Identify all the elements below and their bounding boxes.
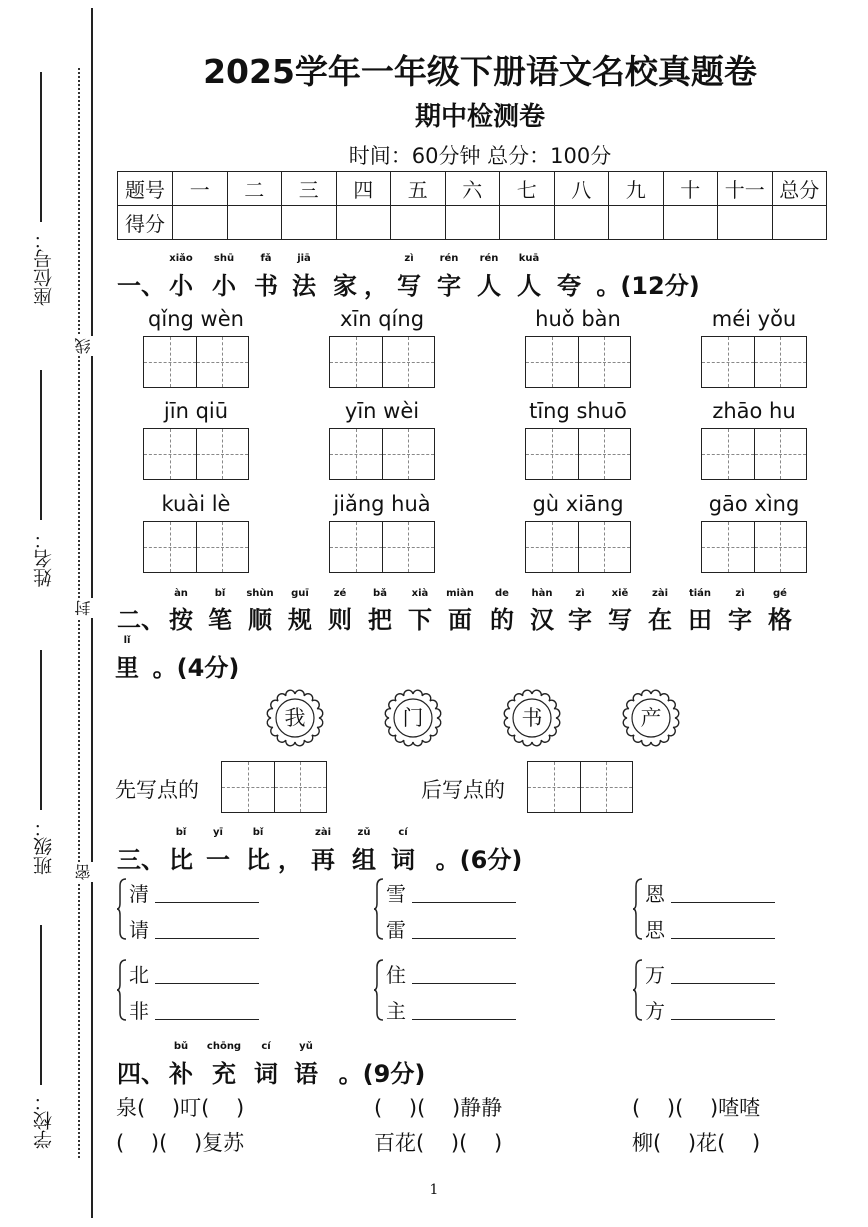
pinyin: bǐ: [252, 827, 264, 838]
pinyin: shùn: [246, 588, 274, 599]
heading-char: 小: [169, 272, 193, 300]
fill-blank-item[interactable]: ( )( )静静: [374, 1096, 503, 1120]
char-pair: [374, 876, 554, 942]
char-pair: [633, 876, 813, 942]
writing-grid[interactable]: [221, 761, 327, 813]
heading-char: 语: [294, 1060, 318, 1088]
score-input-cell[interactable]: [609, 206, 664, 240]
class-label: 班级：: [33, 818, 55, 875]
pinyin: tián: [688, 588, 712, 599]
seat-number-label: 座位号：: [33, 230, 55, 306]
heading-char: 下: [408, 606, 432, 634]
score-input-cell[interactable]: [227, 206, 282, 240]
heading-char: 家: [333, 272, 357, 300]
heading-char: 按: [169, 606, 193, 634]
heading-char: 夸: [557, 272, 581, 300]
writing-grid[interactable]: [329, 428, 435, 480]
pinyin: bǐ: [214, 588, 226, 599]
section-points: 。(9分): [338, 1060, 426, 1088]
brace-icon: [117, 878, 127, 940]
pinyin: jiā: [297, 253, 311, 264]
seat-line: [40, 72, 42, 222]
page-subtitle: 期中检测卷: [414, 102, 545, 132]
pair-char: 方: [645, 999, 665, 1023]
pair-char: 非: [129, 999, 149, 1023]
pinyin: yī: [213, 827, 223, 838]
pinyin: bǔ: [173, 1041, 189, 1052]
school-label: 学校：: [33, 1092, 55, 1149]
pinyin: bǎ: [373, 588, 387, 599]
answer-line[interactable]: [671, 983, 775, 984]
score-value-row: [118, 206, 827, 240]
answer-line[interactable]: [155, 983, 259, 984]
pinyin: miàn: [446, 588, 474, 599]
heading-char: 书: [254, 272, 278, 300]
score-cell: 二: [227, 172, 282, 206]
pinyin: lǐ: [123, 635, 131, 646]
pinyin-word: gāo xìng: [708, 492, 800, 516]
writing-grid[interactable]: [701, 336, 807, 388]
score-input-cell[interactable]: [772, 206, 827, 240]
score-header-row: [118, 172, 827, 206]
score-cell: 十: [663, 172, 718, 206]
page-number: 1: [429, 1182, 439, 1198]
writing-grid[interactable]: [525, 521, 631, 573]
writing-grid[interactable]: [525, 336, 631, 388]
answer-line[interactable]: [412, 983, 516, 984]
writing-grid[interactable]: [525, 428, 631, 480]
writing-grid[interactable]: [143, 521, 249, 573]
fill-blank-item[interactable]: ( )( )喳喳: [632, 1096, 761, 1120]
pinyin: guī: [291, 588, 309, 599]
pinyin: kuā: [518, 253, 540, 264]
exam-meta: 时间：60分钟 总分：100分: [348, 144, 612, 168]
writing-grid[interactable]: [527, 761, 633, 813]
writing-grid[interactable]: [143, 428, 249, 480]
section-points: 。(12分): [596, 272, 700, 300]
writing-grid[interactable]: [329, 336, 435, 388]
heading-char: 在: [648, 606, 672, 634]
name-label: 姓名：: [33, 530, 55, 587]
score-table: [117, 171, 827, 240]
score-input-cell[interactable]: [500, 206, 555, 240]
heading-char: 比: [246, 846, 270, 874]
pair-char: 雪: [386, 882, 406, 906]
pinyin: xiě: [611, 588, 629, 599]
heading-char: 比: [169, 846, 193, 874]
score-input-cell[interactable]: [336, 206, 391, 240]
score-cell: 四: [336, 172, 391, 206]
score-input-cell[interactable]: [391, 206, 446, 240]
heading-char: 充: [212, 1060, 236, 1088]
heading-char: 汉: [530, 606, 554, 634]
pinyin-word: méi yǒu: [711, 307, 797, 331]
pinyin-word: kuài lè: [161, 492, 231, 516]
section-points: 。(6分): [435, 846, 523, 874]
fill-blank-item[interactable]: ( )( )复苏: [116, 1131, 245, 1155]
pair-char: 住: [386, 963, 406, 987]
pinyin: chōng: [206, 1041, 242, 1052]
pinyin-word: yīn wèi: [344, 399, 420, 423]
pinyin: rén: [479, 253, 499, 264]
score-input-cell[interactable]: [173, 206, 228, 240]
answer-line[interactable]: [155, 902, 259, 903]
pinyin: zé: [333, 588, 347, 599]
name-line: [40, 370, 42, 520]
pair-char: 思: [645, 918, 665, 942]
pinyin-word: jiǎng huà: [333, 492, 431, 516]
pair-char: 万: [645, 963, 665, 987]
heading-char: 的: [490, 606, 514, 634]
seal-char-seal: 封: [74, 600, 93, 616]
pinyin: fǎ: [260, 253, 272, 264]
score-row-label: 得分: [118, 206, 173, 240]
char-pair: [633, 957, 813, 1023]
pair-char: 北: [129, 963, 149, 987]
char-pair: [374, 957, 554, 1023]
heading-char: 田: [688, 606, 712, 634]
brace-icon: [633, 959, 643, 1021]
brace-icon: [117, 959, 127, 1021]
section-number: 四、: [117, 1060, 165, 1088]
score-input-cell[interactable]: [554, 206, 609, 240]
flower-char-badge: [266, 689, 324, 747]
pinyin: zì: [404, 253, 414, 264]
pinyin: zì: [735, 588, 745, 599]
pinyin: cí: [261, 1041, 271, 1052]
pinyin: àn: [174, 588, 188, 599]
heading-char: 法: [292, 272, 316, 300]
school-line: [40, 925, 42, 1085]
fill-blank-item[interactable]: 柳( )花( ): [632, 1131, 761, 1155]
pair-char: 清: [129, 882, 149, 906]
pair-char: 请: [129, 918, 149, 942]
heading-char: 补: [169, 1060, 193, 1088]
heading-char: 字: [437, 272, 461, 300]
heading-char: 组: [352, 846, 376, 874]
char-pair: [117, 876, 297, 942]
flower-char: 门: [402, 706, 424, 730]
pinyin: xià: [411, 588, 429, 599]
brace-icon: [374, 959, 384, 1021]
flower-char-badge: [503, 689, 561, 747]
pinyin: yǔ: [299, 1041, 313, 1052]
first-dot-label: 先写点的: [115, 778, 199, 802]
section-number: 三、: [117, 846, 165, 874]
heading-char: 字: [728, 606, 752, 634]
writing-grid[interactable]: [329, 521, 435, 573]
score-input-cell[interactable]: [663, 206, 718, 240]
pinyin-word: qǐng wèn: [148, 307, 244, 331]
heading-char: 小: [212, 272, 236, 300]
answer-line[interactable]: [412, 1019, 516, 1020]
section-points: 。(4分): [152, 654, 240, 682]
answer-line[interactable]: [412, 938, 516, 939]
flower-char: 我: [284, 706, 306, 730]
score-cell: 题号: [118, 172, 173, 206]
writing-grid[interactable]: [143, 336, 249, 388]
score-cell: 七: [500, 172, 555, 206]
pair-char: 主: [386, 999, 406, 1023]
seal-char-line: 线: [74, 338, 93, 354]
pinyin-word: gù xiāng: [532, 492, 624, 516]
heading-char: 格: [768, 606, 792, 634]
fill-blank-item[interactable]: 泉( )叮( ): [116, 1096, 245, 1120]
writing-grid[interactable]: [701, 428, 807, 480]
score-input-cell[interactable]: [445, 206, 500, 240]
pinyin: rén: [439, 253, 459, 264]
flower-char: 产: [640, 706, 662, 730]
answer-line[interactable]: [671, 1019, 775, 1020]
pinyin: cí: [398, 827, 408, 838]
score-cell: 三: [282, 172, 337, 206]
heading-char: 写: [608, 606, 632, 634]
heading-char: 则: [328, 606, 352, 634]
pinyin: de: [495, 588, 509, 599]
score-cell: 六: [445, 172, 500, 206]
page-title: 2025学年一年级下册语文名校真题卷: [203, 52, 757, 91]
last-dot-label: 后写点的: [421, 778, 505, 802]
answer-line[interactable]: [671, 938, 775, 939]
brace-icon: [633, 878, 643, 940]
writing-grid[interactable]: [701, 521, 807, 573]
heading-char: 人: [517, 272, 541, 300]
score-cell: 八: [554, 172, 609, 206]
pair-char: 雷: [386, 918, 406, 942]
flower-char-badge: [622, 689, 680, 747]
score-cell: 十一: [718, 172, 773, 206]
pinyin: gé: [773, 588, 787, 599]
heading-char: 词: [254, 1060, 278, 1088]
heading-char: 再: [311, 846, 335, 874]
score-input-cell[interactable]: [282, 206, 337, 240]
heading-char: 面: [448, 606, 472, 634]
pinyin-word: jīn qiū: [163, 399, 229, 423]
pinyin: hàn: [531, 588, 553, 599]
score-cell: 总分: [772, 172, 827, 206]
heading-char: 字: [568, 606, 592, 634]
pinyin: zì: [575, 588, 585, 599]
pinyin-word: tīng shuō: [529, 399, 627, 423]
answer-line[interactable]: [155, 938, 259, 939]
score-cell: 五: [391, 172, 446, 206]
pinyin-word: zhāo hu: [712, 399, 796, 423]
flower-char-badge: [384, 689, 442, 747]
heading-char: 顺: [248, 606, 272, 634]
fill-blank-item[interactable]: 百花( )( ): [374, 1131, 503, 1155]
heading-char: ，: [364, 272, 388, 300]
section-number: 二、: [117, 606, 165, 634]
seal-char-secret: 密: [74, 864, 93, 880]
score-cell: 一: [173, 172, 228, 206]
answer-line[interactable]: [155, 1019, 259, 1020]
pinyin: xiǎo: [169, 253, 193, 264]
heading-char: 规: [288, 606, 312, 634]
char-pair: [117, 957, 297, 1023]
heading-char: 笔: [208, 606, 232, 634]
heading-char: ，: [278, 846, 302, 874]
answer-line[interactable]: [671, 902, 775, 903]
pinyin-word: xīn qíng: [339, 307, 425, 331]
heading-char: 写: [397, 272, 421, 300]
pair-char: 恩: [645, 882, 665, 906]
class-line: [40, 650, 42, 810]
answer-line[interactable]: [412, 902, 516, 903]
heading-char: 一: [206, 846, 230, 874]
score-cell: 九: [609, 172, 664, 206]
flower-char: 书: [521, 706, 543, 730]
pinyin: zài: [315, 827, 331, 838]
pinyin: zǔ: [357, 827, 371, 838]
score-input-cell[interactable]: [718, 206, 773, 240]
pinyin: bǐ: [175, 827, 187, 838]
brace-icon: [374, 878, 384, 940]
heading-char: 里: [115, 654, 139, 682]
heading-char: 把: [368, 606, 392, 634]
pinyin: zài: [652, 588, 668, 599]
section-number: 一、: [117, 272, 165, 300]
heading-char: 人: [477, 272, 501, 300]
heading-char: 词: [391, 846, 415, 874]
pinyin-word: huǒ bàn: [535, 307, 621, 331]
pinyin: shū: [213, 253, 235, 264]
